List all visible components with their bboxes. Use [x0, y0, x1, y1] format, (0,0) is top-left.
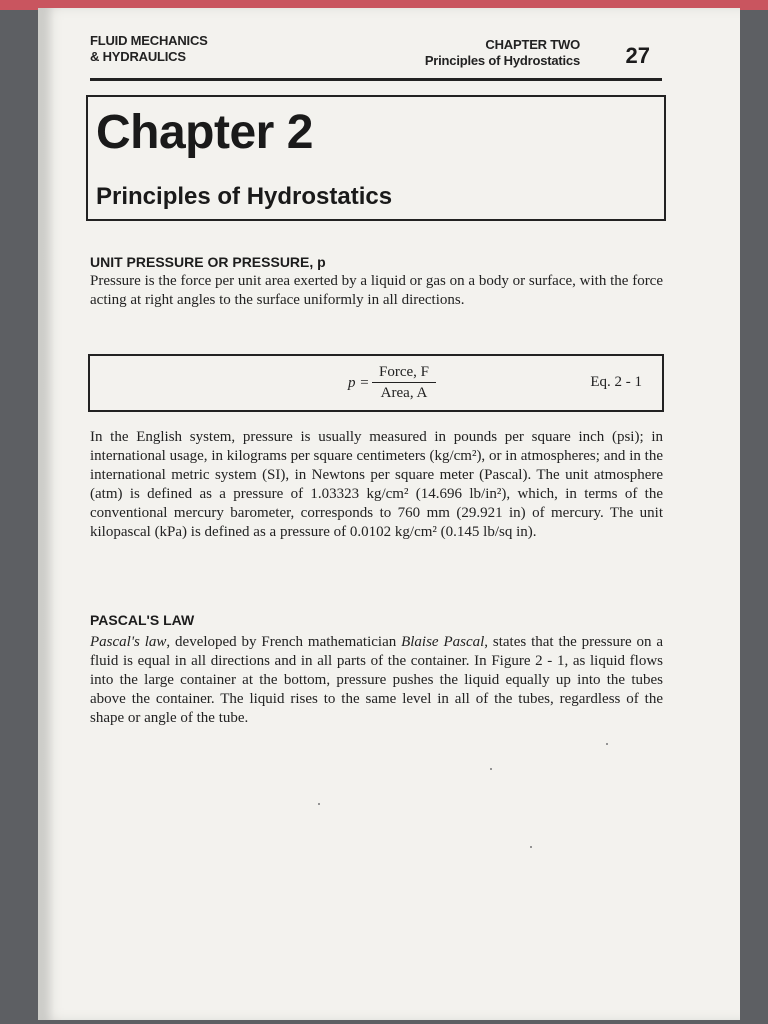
paper-speck [490, 768, 492, 770]
page-number: 27 [625, 43, 650, 68]
chapter-subtitle: Principles of Hydrostatics [96, 183, 393, 210]
running-chapter-name: Principles of Hydrostatics [424, 53, 580, 68]
equation-label: Eq. 2 - 1 [590, 374, 642, 390]
chapter-title: Chapter 2 [96, 106, 313, 159]
paper-speck [606, 743, 608, 745]
running-header-chapter [425, 37, 580, 69]
equation-lhs: p = [348, 375, 370, 391]
chapter-title-box [86, 95, 666, 221]
equation-box [88, 354, 664, 412]
paper-speck [530, 846, 532, 848]
text-segment: , developed by French mathematician [166, 634, 402, 650]
running-chapter-label: CHAPTER TWO [485, 37, 580, 52]
running-header-book-title [90, 33, 208, 65]
equation-denominator: Area, A [380, 385, 428, 401]
header-rule [90, 78, 662, 81]
equation-fraction [372, 364, 436, 402]
book-title-line1: FLUID MECHANICS [90, 33, 208, 48]
person-name: Blaise Pascal [401, 634, 485, 650]
paper-speck [318, 803, 320, 805]
text-segment: , states that the pressure on a fluid is equal in all directions and in all parts of the container. In Figure 2 - 1, as liquid flows into the large container at the bottom, pressure pushes the liquid equally up into the tubes above the container. The liquid rises to the same level in all of the tubes, regardless of the shape or angle of the tube. [90, 634, 664, 726]
book-page [38, 8, 740, 1020]
section-heading-pascals-law: PASCAL'S LAW [90, 612, 195, 628]
book-title-line2: & HYDRAULICS [90, 49, 186, 64]
paragraph-pascals-law [90, 633, 663, 728]
law-term: Pascal's law [90, 634, 167, 650]
paragraph-pressure-units: In the English system, pressure is usually measured in pounds per square inch (psi); in international usage, in kilograms per square centimeters (kg/cm²), or in atmospheres; and in the international metric system (SI), in Newtons per square meter (Pascal). The unit atmosphere (atm) is defined as a pressure of 1.03323 kg/cm² (14.696 lb/in²), which, in terms of the conventional mercury barometer, corresponds to 760 mm (29.921 in) of mercury. The unit kilopascal (kPa) is defined as a pressure of 0.0102 kg/cm² (0.145 lb/sq in). [90, 429, 663, 540]
page-gutter-shadow [38, 8, 54, 1020]
section-heading-pressure: UNIT PRESSURE OR PRESSURE, p [90, 254, 326, 270]
equation-numerator: Force, F [372, 364, 436, 383]
paragraph-pressure-definition: Pressure is the force per unit area exerted by a liquid or gas on a body or surface, with the force acting at right angles to the surface uniformly in all directions. [90, 273, 663, 308]
